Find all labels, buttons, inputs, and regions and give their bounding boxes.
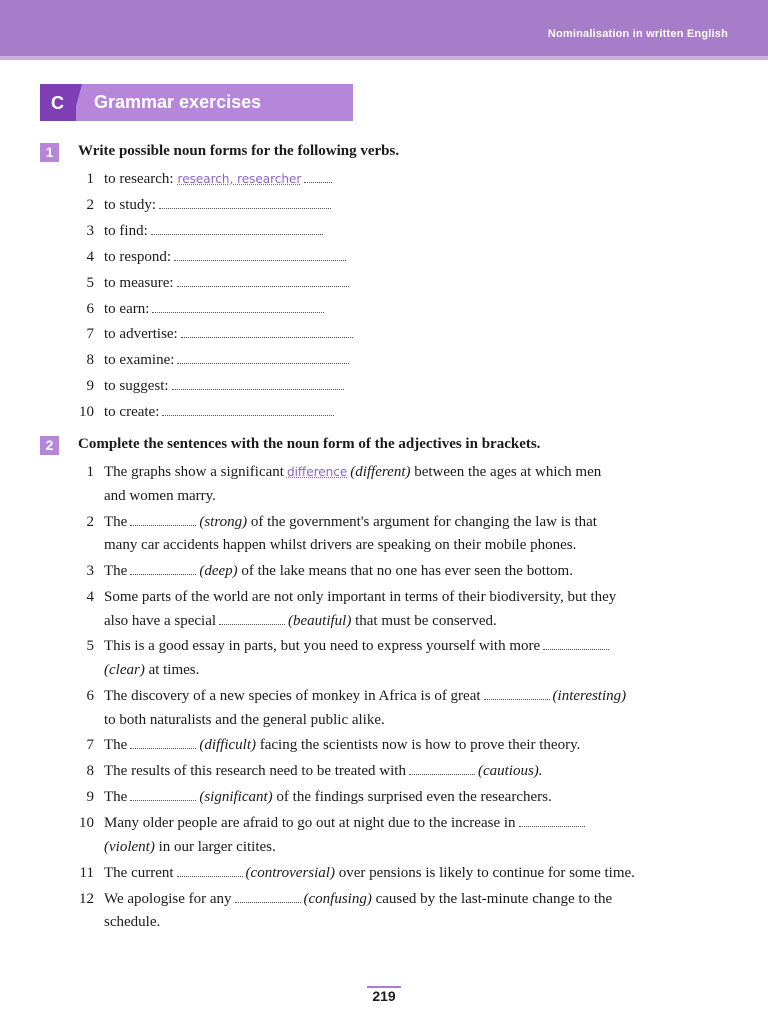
exercise-2-item-number: 1 [86, 464, 94, 480]
answer-blank [159, 207, 331, 209]
section-heading [40, 84, 353, 121]
adjective-prompt: (cautious). [477, 763, 543, 780]
exercise-2-item-number: 8 [86, 763, 94, 780]
exercise-2-line [104, 865, 635, 882]
adjective-prompt: (difficult) [199, 737, 256, 754]
sentence-text: The current [104, 864, 174, 881]
answer-blank [177, 876, 243, 877]
handwritten-answer: difference [286, 465, 348, 479]
exercise-1-item-number: 4 [86, 248, 94, 265]
answer-blank [172, 388, 344, 390]
sentence-text: The [104, 563, 128, 579]
sentence-text: This is a good essay in parts, but you need to express yourself with more [104, 638, 541, 655]
sentence-text: between the ages at which men [414, 464, 602, 480]
answer-blank [177, 285, 349, 287]
sentence-text: many car accidents happen whilst drivers are speaking on their mobile phones. [104, 537, 577, 554]
exercise-1-prompt: to advertise: [104, 326, 178, 343]
exercise-2-line [104, 563, 573, 580]
exercise-1-prompt: to examine: [104, 352, 175, 369]
exercise-1-item [104, 378, 344, 395]
exercise-1-item-number: 3 [86, 222, 94, 239]
adjective-prompt: (controversial) [245, 864, 335, 881]
sentence-text: The results of this research need to be treated with [104, 763, 406, 780]
exercise-2-item-number: 10 [79, 815, 94, 832]
exercise-1-prompt: to find: [104, 222, 148, 239]
section-letter: C [51, 93, 64, 113]
exercise-2-line [104, 891, 612, 908]
section-title: Grammar exercises [94, 92, 262, 112]
exercise-2-line [104, 815, 588, 832]
exercise-1-prompt: to research: [104, 171, 174, 187]
exercise-1-item [104, 275, 349, 292]
sentence-text: also have a special [104, 612, 217, 629]
exercise-2-item-number: 4 [86, 588, 94, 605]
exercise-1-item [104, 326, 353, 343]
exercise-2-line [104, 464, 601, 481]
adjective-prompt: (interesting) [552, 687, 627, 704]
exercise-1-item-number: 6 [86, 300, 94, 317]
running-header [0, 0, 768, 60]
exercise-2-line [104, 763, 543, 780]
sentence-text: Many older people are afraid to go out at night due to the increase in [104, 815, 516, 832]
exercise-1-item-number: 7 [86, 326, 94, 343]
answer-blank [484, 699, 550, 700]
sentence-text: of the government's argument for changing the law is that [250, 513, 597, 530]
adjective-prompt: (strong) [199, 513, 248, 530]
adjective-prompt: (beautiful) [288, 612, 352, 629]
exercise-2-line [104, 914, 160, 931]
sentence-text: and women marry. [104, 487, 216, 504]
exercise-2-item-number: 9 [86, 789, 94, 806]
sentence-text: of the findings surprised even the researchers. [276, 789, 552, 806]
answer-blank [162, 414, 334, 416]
exercise-2-line [104, 712, 385, 729]
exercise-2-item-number: 11 [79, 864, 94, 881]
exercise-1-prompt: to earn: [104, 300, 150, 317]
exercise-2-item-number: 6 [86, 687, 94, 704]
adjective-prompt: (violent) [104, 838, 155, 855]
exercise-1-item [104, 249, 346, 266]
sentence-text: caused by the last-minute change to the [375, 890, 613, 907]
answer-blank [219, 624, 285, 625]
sentence-text: The [104, 513, 128, 530]
answer-blank [174, 259, 346, 261]
exercise-1-item-number: 1 [86, 171, 94, 187]
exercise-1-prompt: to suggest: [104, 378, 169, 395]
exercise-1-prompt: to study: [104, 196, 157, 213]
sentence-text: of the lake means that no one has ever seen the bottom. [241, 563, 573, 579]
exercise-1-item [104, 352, 349, 369]
exercise-2-line [104, 638, 612, 655]
exercise-2-item-number: 5 [86, 638, 94, 655]
answer-blank [409, 774, 475, 775]
sentence-text: at times. [148, 662, 200, 678]
sentence-text: The discovery of a new species of monkey in Africa is of great [104, 687, 481, 704]
exercise-2-line [104, 488, 216, 505]
exercise-1-item-number: 9 [86, 378, 94, 395]
exercise-2-line [104, 688, 626, 705]
exercise-2-number: 2 [40, 436, 59, 455]
exercise-2-line [104, 613, 497, 630]
exercise-2-item-number: 2 [86, 513, 94, 530]
adjective-prompt: (different) [350, 464, 411, 480]
answer-blank [130, 525, 196, 526]
exercise-1-item-number: 2 [86, 196, 94, 213]
exercise-2-line [104, 537, 576, 554]
answer-blank [130, 800, 196, 801]
exercise-1-item-number: 8 [86, 352, 94, 369]
exercise-2-line [104, 839, 276, 856]
sentence-text: in our larger citites. [158, 838, 276, 855]
sentence-text: The graphs show a significant [104, 464, 284, 480]
section-letter-box [40, 84, 76, 121]
exercise-1-item [104, 404, 334, 421]
sentence-text: The [104, 789, 128, 806]
adjective-prompt: (deep) [199, 563, 238, 579]
exercise-1-item-number: 10 [79, 404, 94, 421]
sentence-text: over pensions is likely to continue for some time. [338, 864, 635, 881]
exercise-1-item [104, 171, 332, 188]
exercise-2-instruction: Complete the sentences with the noun form of the adjectives in brackets. [78, 436, 541, 452]
adjective-prompt: (significant) [199, 789, 273, 806]
exercise-1-prompt: to create: [104, 404, 160, 421]
answer-blank [152, 311, 324, 313]
answer-blank [130, 748, 196, 749]
answer-blank [304, 181, 332, 183]
adjective-prompt: (clear) [104, 662, 145, 678]
sentence-text: facing the scientists now is how to prove their theory. [259, 737, 581, 754]
exercise-2-line [104, 589, 616, 606]
answer-blank [181, 336, 353, 338]
sentence-text: to both naturalists and the general public alike. [104, 711, 385, 728]
running-title: Nominalisation in written English [547, 28, 728, 40]
answer-blank [543, 649, 609, 650]
section-slash-decoration [72, 84, 82, 121]
sentence-text: schedule. [104, 914, 161, 931]
answer-blank [151, 233, 323, 235]
exercise-2-item-number: 7 [86, 737, 94, 754]
exercise-1-item [104, 197, 331, 214]
exercise-1-item [104, 301, 324, 318]
sentence-text: We apologise for any [104, 890, 232, 907]
answer-blank [235, 902, 301, 903]
sentence-text: The [104, 737, 128, 754]
exercise-2-line [104, 737, 580, 754]
exercise-2-line [104, 789, 552, 806]
exercise-2-line [104, 662, 199, 679]
exercise-1-instruction: Write possible noun forms for the following verbs. [78, 143, 400, 159]
exercise-1-prompt: to respond: [104, 248, 172, 265]
exercise-1-item-number: 5 [86, 274, 94, 291]
exercise-2-line [104, 514, 597, 531]
exercise-2-item-number: 3 [86, 563, 94, 579]
answer-blank [519, 826, 585, 827]
answer-blank [130, 574, 196, 575]
sentence-text: that must be conserved. [355, 612, 497, 629]
exercise-1-item [104, 223, 323, 240]
exercise-2-item-number: 12 [79, 890, 94, 907]
adjective-prompt: (confusing) [303, 890, 372, 907]
handwritten-answer: research, researcher [177, 172, 302, 186]
page-number: 219 [372, 988, 396, 1004]
exercise-1-number: 1 [40, 143, 59, 162]
sentence-text: Some parts of the world are not only important in terms of their biodiversity, but they [104, 588, 617, 605]
answer-blank [177, 362, 349, 364]
exercise-1-prompt: to measure: [104, 274, 174, 291]
